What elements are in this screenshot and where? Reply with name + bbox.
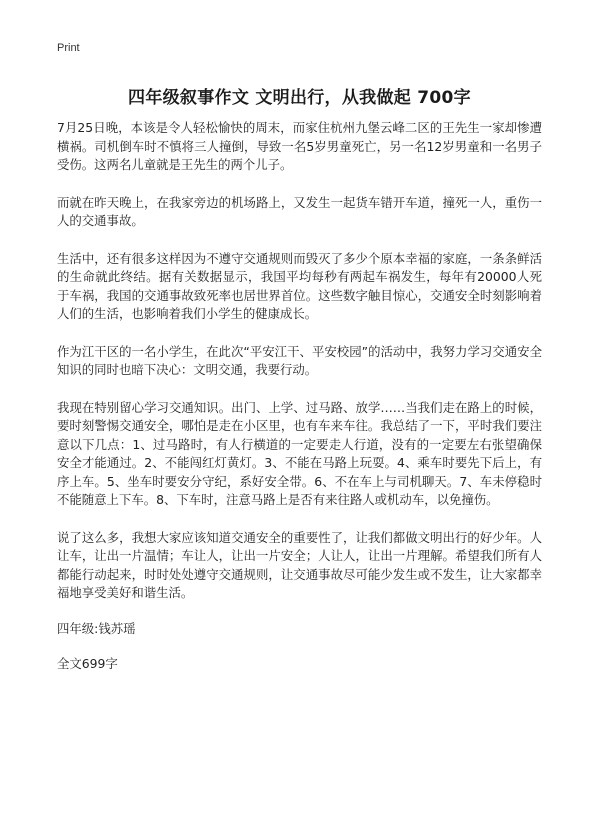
paragraph: 生活中，还有很多这样因为不遵守交通规则而毁灭了多少个原本幸福的家庭，一条条鲜活的生命就此终结。据有关数据显示，我国平均每秒有两起车祸发生，每年有20000人死于车祸，我国的交通事故致死率也居世界首位。这些数字触目惊心，交通安全时刻影响着人们的生活，也影响着我们小学生的健康成长。	[57, 250, 542, 321]
print-link[interactable]: Print	[57, 42, 80, 54]
article-title: 四年级叙事作文 文明出行，从我做起 700字	[128, 88, 471, 108]
paragraph: 而就在昨天晚上，在我家旁边的机场路上，又发生一起货车错开车道，撞死一人，重伤一人的交通事故。	[57, 194, 542, 228]
article-body	[57, 119, 542, 673]
paragraph: 我现在特别留心学习交通知识。出门、上学、过马路、放学……当我们走在路上的时候，要时刻警惕交通安全，哪怕是走在小区里，也有车来车往。我总结了一下，平时我们要注意以下几点：1、过马路时，有人行横道的一定要走人行道，没有的一定要左右张望确保安全才能通过。2、不能闯红灯黄灯。3、不能在马路上玩耍。4、乘车时要先下后上，有序上车。5、坐车时要安分守纪，系好安全带。6、不在车上与司机聊天。7、车未停稳时不能随意上下车。8、下车时，注意马路上是否有来往路人或机动车，以免撞伤。	[57, 399, 542, 507]
paragraph: 作为江干区的一名小学生，在此次“平安江干、平安校园”的活动中，我努力学习交通安全知识的同时也暗下决心：文明交通，我要行动。	[57, 343, 542, 377]
author-line: 四年级:钱苏瑶	[57, 620, 136, 636]
word-count: 全文699字	[57, 655, 118, 671]
paragraph: 说了这么多，我想大家应该知道交通安全的重要性了，让我们都做文明出行的好少年。人让车，让出一片温情；车让人，让出一片安全；人让人，让出一片理解。希望我们所有人都能行动起来，时时处处遵守交通规则，让交通事故尽可能少发生或不发生，让大家都幸福地享受美好和谐生活。	[57, 529, 542, 600]
paragraph: 7月25日晚，本该是令人轻松愉快的周末，而家住杭州九堡云峰二区的王先生一家却惨遭横祸。司机倒车时不慎将三人撞倒，导致一名5岁男童死亡，另一名12岁男童和一名男子受伤。这两名儿童就是王先生的两个儿子。	[57, 120, 542, 172]
